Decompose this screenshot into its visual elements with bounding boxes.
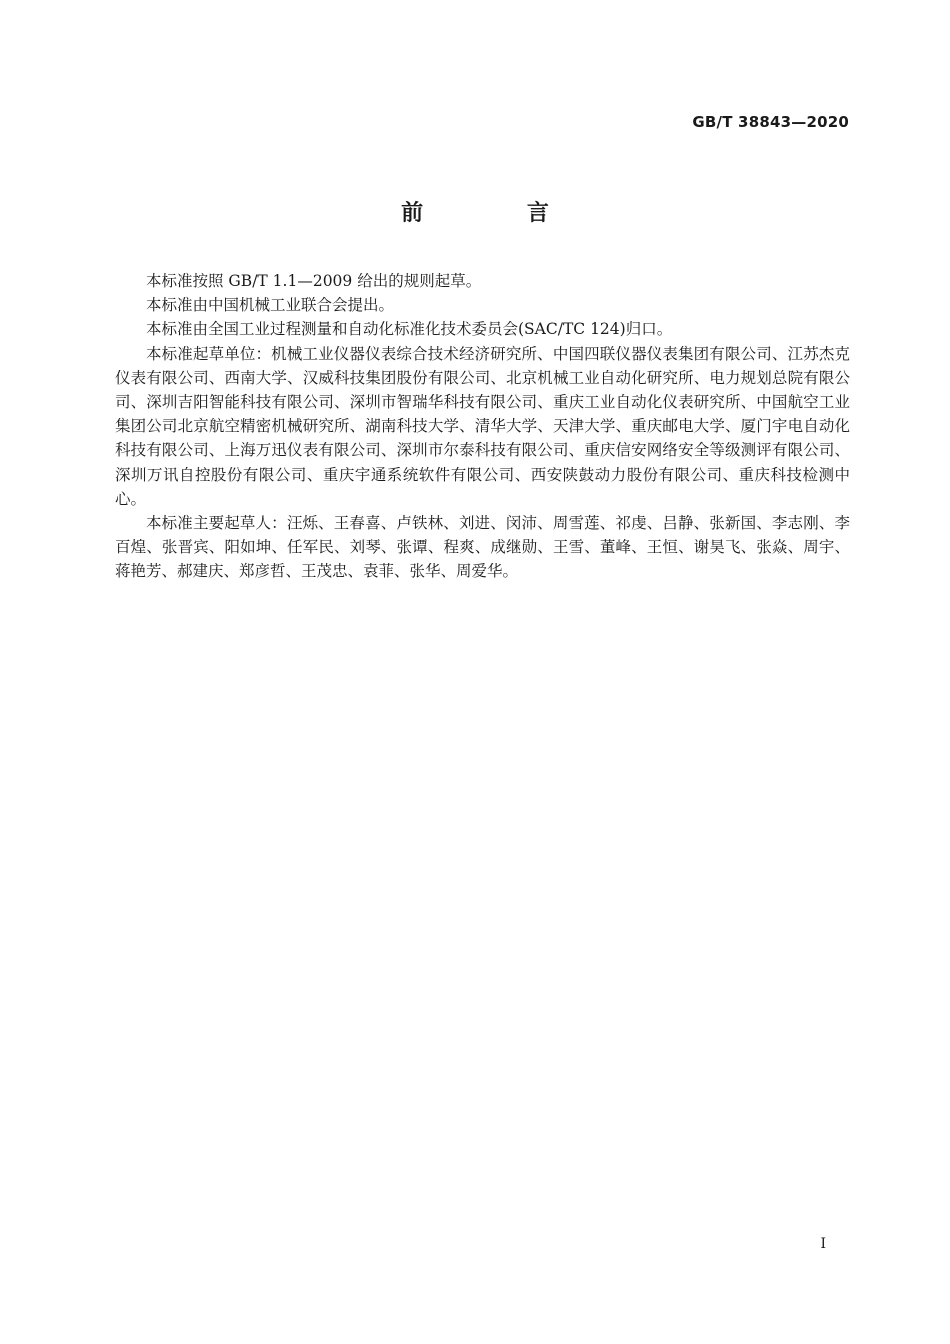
paragraph-drafters: 本标准主要起草人：汪烁、王春喜、卢铁林、刘进、闵沛、周雪莲、祁虔、吕静、张新国、李志刚、李百煌、张晋宾、阳如坤、任军民、刘琴、张谭、程爽、成继勋、王雪、董峰、王恒、谢昊飞、张焱、周宇、蒋艳芳、郝建庆、郑彦哲、王茂忠、袁菲、张华、周爱华。 (115, 514, 850, 581)
paragraph-drafting-units: 本标准起草单位：机械工业仪器仪表综合技术经济研究所、中国四联仪器仪表集团有限公司、江苏杰克仪表有限公司、西南大学、汉威科技集团股份有限公司、北京机械工业自动化研究所、电力规划总院有限公司、深圳吉阳智能科技有限公司、深圳市智瑞华科技有限公司、重庆工业自动化仪表研究所、中国航空工业集团公司北京航空精密机械研究所、湖南科技大学、清华大学、天津大学、重庆邮电大学、厦门宇电自动化科技有限公司、上海万迅仪表有限公司、深圳市尔泰科技有限公司、重庆信安网络安全等级测评有限公司、深圳万讯自控股份有限公司、重庆宇通系统软件有限公司、西安陕鼓动力股份有限公司、重庆科技检测中心。 (115, 344, 850, 508)
paragraph-committee: 本标准由全国工业过程测量和自动化标准化技术委员会(SAC/TC 124)归口。 (146, 320, 673, 339)
page-title: 前 言 (401, 201, 597, 226)
foreword-body (115, 269, 850, 584)
paragraph-drafting-rules: 本标准按照 GB/T 1.1—2009 给出的规则起草。 (146, 272, 482, 290)
paragraph-proposer: 本标准由中国机械工业联合会提出。 (146, 296, 395, 315)
page-number: I (820, 1236, 826, 1252)
standard-number: GB/T 38843—2020 (692, 113, 849, 131)
